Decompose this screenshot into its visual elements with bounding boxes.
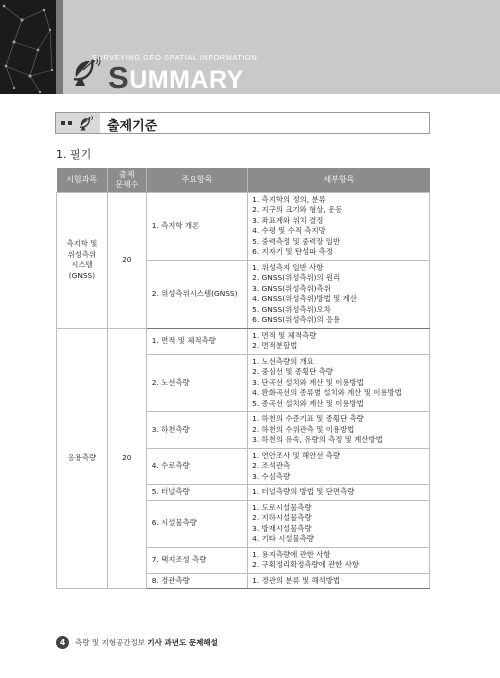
detail-item-cell: 1. 도로시설물측량 2. 지하시설물측량 3. 방재시설물측량 4. 기타 시설물측량 — [248, 500, 430, 547]
detail-item-cell: 1. 경관의 분류 및 해석방법 — [248, 573, 430, 589]
main-item-cell: 4. 수로측량 — [146, 448, 247, 485]
main-item-cell: 8. 경관측량 — [146, 573, 247, 589]
subject-cell: 측지학 및 위성측위 시스템 (GNSS) — [57, 192, 108, 328]
header-detail-item: 세부항목 — [248, 168, 430, 192]
question-count-cell: 20 — [107, 192, 146, 328]
exam-standards-table — [56, 168, 430, 589]
section-heading-box — [55, 112, 430, 134]
marker-dot-icon — [61, 121, 65, 125]
detail-item-cell: 1. 면적 및 체적측량 2. 면적분할법 — [248, 328, 430, 354]
satellite-dish-small-icon — [78, 115, 95, 131]
table-row — [57, 192, 430, 260]
header-question-count: 출제 문제수 — [107, 168, 146, 192]
banner-stripe — [56, 0, 63, 94]
detail-item-cell: 1. 노선측량의 개요 2. 중심선 및 종횡단 측량 3. 단곡선 설치와 계산 및 이용방법 4. 완화곡선의 종류별 설치와 계산 및 이용방법 5. 종곡선 설치와 계산 및 이용방법 — [248, 354, 430, 412]
banner-title — [108, 60, 244, 96]
main-item-cell: 7. 택지조성 측량 — [146, 547, 247, 573]
footer-text — [75, 637, 218, 648]
page-number: 4 — [56, 636, 69, 649]
table-header-row — [57, 168, 430, 192]
banner-network-graphic — [0, 0, 56, 94]
footer-text-bold: 기사 과년도 문제해설 — [147, 637, 218, 647]
header-main-item: 주요항목 — [146, 168, 247, 192]
main-item-cell: 6. 시설물측량 — [146, 500, 247, 547]
main-item-cell: 5. 터널측량 — [146, 485, 247, 501]
main-item-cell: 1. 면적 및 체적측량 — [146, 328, 247, 354]
marker-dot-icon — [68, 121, 72, 125]
detail-item-cell: 1. 연안조사 및 해안선 측량 2. 조석관측 3. 수심측량 — [248, 448, 430, 485]
network-pattern-icon — [0, 0, 56, 94]
main-item-cell: 3. 하천측량 — [146, 412, 247, 449]
main-item-cell: 1. 측지학 개론 — [146, 192, 247, 260]
main-item-cell: 2. 노선측량 — [146, 354, 247, 412]
summary-banner — [0, 0, 500, 94]
banner-title-initial: S — [108, 60, 130, 95]
subsection-title: 1. 필기 — [56, 148, 92, 161]
detail-item-cell: 1. 하천의 수준기표 및 종횡단 측량 2. 하천의 수위관측 및 이용방법 3. 하천의 유속, 유량의 측정 및 계산방법 — [248, 412, 430, 449]
page-footer — [56, 636, 218, 648]
detail-item-cell: 1. 위성측지 일반 사항 2. GNSS(위성측위)의 원리 3. GNSS(위성측위)측위 4. GNSS(위성측위)방법 및 계산 5. GNSS(위성측위)오차 6. GNSS(위성측위)의 응용 — [248, 260, 430, 328]
banner-title-rest: UMMARY — [129, 66, 244, 94]
detail-item-cell: 1. 용지측량에 관한 사항 2. 구획정리확정측량에 관한 사항 — [248, 547, 430, 573]
banner-subtitle: SURVEYING GEO-SPATIAL INFORMATION — [92, 53, 258, 62]
table-row — [57, 328, 430, 354]
section-title: 출제기준 — [107, 119, 158, 134]
detail-item-cell: 1. 터널측량의 방법 및 단면측량 — [248, 485, 430, 501]
detail-item-cell: 1. 측지학의 정의, 분류 2. 지구의 크기와 형상, 운동 3. 좌표계와 위치 결정 4. 수평 및 수직 측지망 5. 중력측정 및 중력장 일반 6. 지자기 및 탄성파 측정 — [248, 192, 430, 260]
section-marker-icon — [56, 113, 100, 133]
footer-text-normal: 측량 및 지형공간정보 — [75, 637, 145, 647]
subject-cell: 응용측량 — [57, 328, 108, 589]
header-subject: 시험과목 — [57, 168, 108, 192]
question-count-cell: 20 — [107, 328, 146, 589]
main-item-cell: 2. 위성측위시스템(GNSS) — [146, 260, 247, 328]
